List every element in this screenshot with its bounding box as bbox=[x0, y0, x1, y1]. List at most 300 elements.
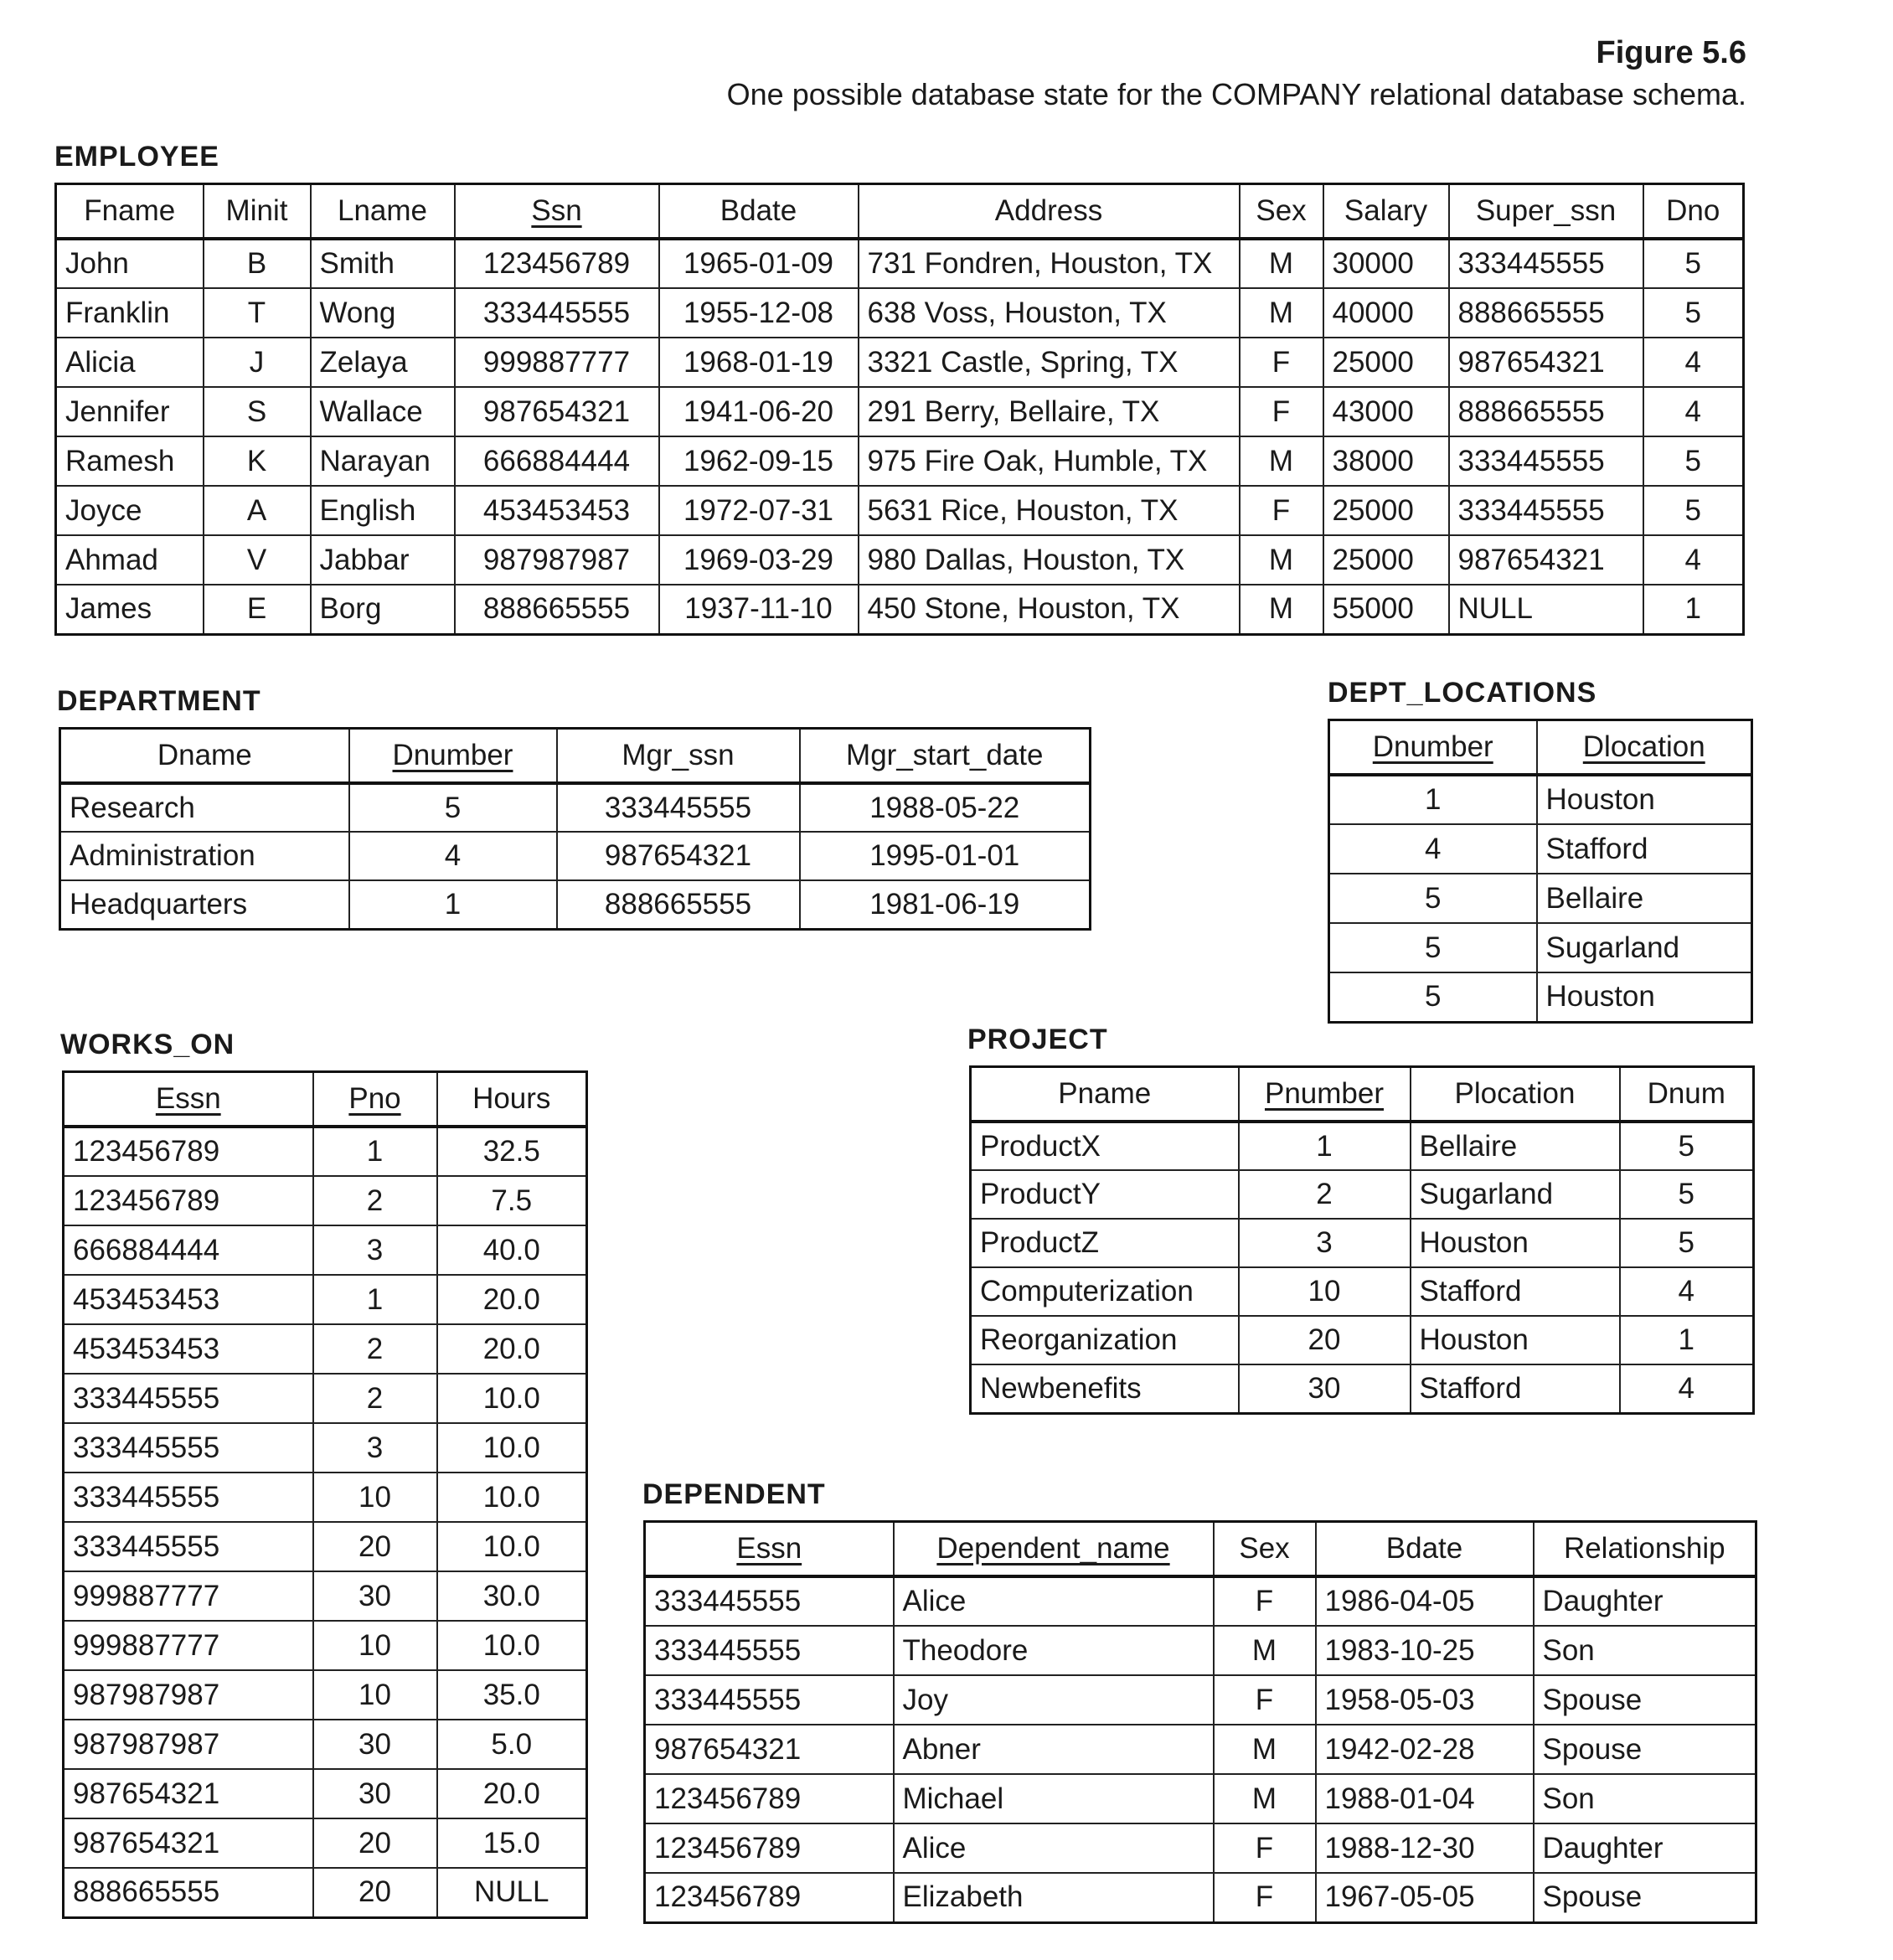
project-cell-plocation: Stafford bbox=[1411, 1364, 1620, 1413]
works-on-cell-pno: 30 bbox=[313, 1769, 437, 1818]
table-row bbox=[645, 1873, 1756, 1922]
works-on-cell-essn: 123456789 bbox=[64, 1176, 313, 1225]
project-cell-pname: ProductZ bbox=[971, 1219, 1239, 1267]
works-on-col-essn bbox=[64, 1072, 313, 1127]
project-col-label: Dnum bbox=[1647, 1077, 1725, 1110]
dept-locations-cell-dlocation: Stafford bbox=[1537, 824, 1752, 874]
works-on-cell-pno: 3 bbox=[313, 1423, 437, 1473]
employee-cell-sex: M bbox=[1240, 436, 1323, 486]
works-on-cell-pno: 2 bbox=[313, 1176, 437, 1225]
works-on-cell-pno: 20 bbox=[313, 1868, 437, 1917]
employee-cell-super-ssn: 333445555 bbox=[1449, 436, 1643, 486]
project-cell-plocation: Houston bbox=[1411, 1316, 1620, 1364]
project-cell-dnum: 5 bbox=[1620, 1219, 1754, 1267]
employee-cell-ssn: 999887777 bbox=[455, 338, 659, 387]
dependent-cell-dependent-name: Abner bbox=[894, 1725, 1214, 1774]
table-row bbox=[645, 1576, 1756, 1626]
employee-cell-dno: 5 bbox=[1643, 288, 1744, 338]
employee-cell-bdate: 1972-07-31 bbox=[659, 486, 859, 535]
table-row bbox=[64, 1571, 587, 1621]
dependent-label: DEPENDENT bbox=[642, 1478, 826, 1510]
department-cell-dnumber: 4 bbox=[349, 832, 557, 880]
employee-cell-dno: 1 bbox=[1643, 585, 1744, 634]
department-cell-dname: Headquarters bbox=[60, 880, 349, 929]
table-row bbox=[1329, 874, 1752, 923]
department-cell-dnumber: 1 bbox=[349, 880, 557, 929]
employee-col-ssn bbox=[455, 184, 659, 240]
project-cell-pnumber: 30 bbox=[1239, 1364, 1411, 1413]
works-on-cell-pno: 30 bbox=[313, 1720, 437, 1769]
works-on-cell-pno: 2 bbox=[313, 1374, 437, 1423]
works-on-table bbox=[62, 1070, 588, 1919]
employee-col-address bbox=[859, 184, 1240, 240]
dependent-cell-sex: M bbox=[1214, 1774, 1316, 1823]
department-cell-dnumber: 5 bbox=[349, 783, 557, 832]
project-cell-pname: Computerization bbox=[971, 1267, 1239, 1316]
employee-cell-lname: Wallace bbox=[311, 387, 455, 436]
employee-cell-salary: 30000 bbox=[1323, 239, 1449, 288]
employee-col-fname bbox=[56, 184, 204, 240]
employee-cell-salary: 25000 bbox=[1323, 486, 1449, 535]
dependent-cell-sex: M bbox=[1214, 1626, 1316, 1675]
dependent-cell-essn: 123456789 bbox=[645, 1823, 894, 1873]
dependent-cell-dependent-name: Joy bbox=[894, 1675, 1214, 1725]
works-on-cell-hours: NULL bbox=[437, 1868, 587, 1917]
project-cell-plocation: Houston bbox=[1411, 1219, 1620, 1267]
table-row bbox=[64, 1473, 587, 1522]
dependent-cell-relationship: Spouse bbox=[1534, 1725, 1756, 1774]
works-on-cell-pno: 30 bbox=[313, 1571, 437, 1621]
works-on-cell-hours: 7.5 bbox=[437, 1176, 587, 1225]
table-row bbox=[1329, 923, 1752, 972]
table-row bbox=[56, 486, 1744, 535]
department-cell-mgr-ssn: 987654321 bbox=[557, 832, 800, 880]
project-cell-pname: Newbenefits bbox=[971, 1364, 1239, 1413]
employee-cell-fname: Franklin bbox=[56, 288, 204, 338]
works-on-cell-essn: 333445555 bbox=[64, 1473, 313, 1522]
dependent-cell-essn: 333445555 bbox=[645, 1576, 894, 1626]
employee-col-label: Minit bbox=[225, 194, 288, 227]
works-on-cell-hours: 20.0 bbox=[437, 1769, 587, 1818]
dept-locations-cell-dlocation: Bellaire bbox=[1537, 874, 1752, 923]
project-col-pname bbox=[971, 1067, 1239, 1122]
works-on-cell-hours: 10.0 bbox=[437, 1522, 587, 1571]
project-cell-dnum: 5 bbox=[1620, 1122, 1754, 1170]
employee-cell-sex: F bbox=[1240, 338, 1323, 387]
table-row bbox=[1329, 775, 1752, 824]
employee-cell-ssn: 333445555 bbox=[455, 288, 659, 338]
employee-cell-address: 5631 Rice, Houston, TX bbox=[859, 486, 1240, 535]
department-table bbox=[59, 727, 1091, 931]
employee-col-sex bbox=[1240, 184, 1323, 240]
works-on-cell-hours: 10.0 bbox=[437, 1374, 587, 1423]
employee-col-label: Bdate bbox=[720, 194, 797, 227]
dependent-cell-relationship: Son bbox=[1534, 1626, 1756, 1675]
dept-locations-cell-dnumber: 5 bbox=[1329, 874, 1537, 923]
works-on-label: WORKS_ON bbox=[60, 1029, 235, 1060]
employee-cell-fname: James bbox=[56, 585, 204, 634]
works-on-cell-essn: 999887777 bbox=[64, 1621, 313, 1670]
table-row bbox=[645, 1823, 1756, 1873]
table-row bbox=[64, 1225, 587, 1275]
dependent-col-sex bbox=[1214, 1522, 1316, 1577]
employee-cell-address: 450 Stone, Houston, TX bbox=[859, 585, 1240, 634]
project-col-label: Pnumber bbox=[1264, 1077, 1385, 1110]
employee-cell-minit: K bbox=[204, 436, 311, 486]
employee-col-dno bbox=[1643, 184, 1744, 240]
dependent-header-row bbox=[645, 1522, 1756, 1577]
employee-cell-sex: F bbox=[1240, 486, 1323, 535]
employee-cell-address: 638 Voss, Houston, TX bbox=[859, 288, 1240, 338]
table-row bbox=[56, 535, 1744, 585]
project-table bbox=[969, 1065, 1755, 1415]
project-header-row bbox=[971, 1067, 1754, 1122]
employee-cell-ssn: 987654321 bbox=[455, 387, 659, 436]
employee-cell-bdate: 1969-03-29 bbox=[659, 535, 859, 585]
employee-header-row bbox=[56, 184, 1744, 240]
employee-col-label: Ssn bbox=[531, 194, 582, 227]
works-on-cell-essn: 453453453 bbox=[64, 1324, 313, 1374]
table-row bbox=[971, 1170, 1754, 1219]
department-cell-mgr-start-date: 1988-05-22 bbox=[800, 783, 1091, 832]
works-on-cell-pno: 3 bbox=[313, 1225, 437, 1275]
employee-cell-minit: V bbox=[204, 535, 311, 585]
employee-cell-salary: 40000 bbox=[1323, 288, 1449, 338]
employee-table bbox=[54, 183, 1745, 636]
employee-cell-minit: B bbox=[204, 239, 311, 288]
employee-cell-bdate: 1965-01-09 bbox=[659, 239, 859, 288]
table-row bbox=[56, 585, 1744, 634]
table-row bbox=[64, 1176, 587, 1225]
table-row bbox=[64, 1769, 587, 1818]
employee-col-label: Sex bbox=[1256, 194, 1307, 227]
employee-col-label: Lname bbox=[337, 194, 428, 227]
employee-cell-bdate: 1955-12-08 bbox=[659, 288, 859, 338]
department-col-mgr-ssn bbox=[557, 729, 800, 784]
employee-cell-lname: Narayan bbox=[311, 436, 455, 486]
employee-cell-fname: Ramesh bbox=[56, 436, 204, 486]
dependent-cell-essn: 987654321 bbox=[645, 1725, 894, 1774]
project-cell-pnumber: 3 bbox=[1239, 1219, 1411, 1267]
table-row bbox=[645, 1725, 1756, 1774]
employee-cell-super-ssn: 987654321 bbox=[1449, 535, 1643, 585]
table-row bbox=[64, 1324, 587, 1374]
dependent-cell-relationship: Spouse bbox=[1534, 1675, 1756, 1725]
project-cell-dnum: 4 bbox=[1620, 1267, 1754, 1316]
project-cell-pnumber: 1 bbox=[1239, 1122, 1411, 1170]
table-row bbox=[64, 1818, 587, 1868]
employee-cell-sex: M bbox=[1240, 239, 1323, 288]
dept-locations-cell-dlocation: Houston bbox=[1537, 775, 1752, 824]
project-cell-dnum: 4 bbox=[1620, 1364, 1754, 1413]
employee-cell-ssn: 888665555 bbox=[455, 585, 659, 634]
table-row bbox=[64, 1127, 587, 1176]
table-row bbox=[64, 1670, 587, 1720]
dept-locations-table bbox=[1328, 719, 1753, 1024]
works-on-cell-essn: 888665555 bbox=[64, 1868, 313, 1917]
works-on-cell-essn: 987654321 bbox=[64, 1769, 313, 1818]
employee-cell-fname: Ahmad bbox=[56, 535, 204, 585]
employee-cell-salary: 55000 bbox=[1323, 585, 1449, 634]
employee-cell-sex: M bbox=[1240, 585, 1323, 634]
works-on-col-label: Essn bbox=[155, 1082, 221, 1115]
dependent-col-bdate bbox=[1316, 1522, 1534, 1577]
table-row bbox=[60, 832, 1091, 880]
dependent-cell-dependent-name: Michael bbox=[894, 1774, 1214, 1823]
dependent-cell-bdate: 1967-05-05 bbox=[1316, 1873, 1534, 1922]
figure-number: Figure 5.6 bbox=[1596, 35, 1746, 70]
figure-caption: One possible database state for the COMPANY relational database schema. bbox=[726, 77, 1746, 111]
employee-cell-lname: Borg bbox=[311, 585, 455, 634]
employee-cell-sex: M bbox=[1240, 535, 1323, 585]
table-row bbox=[64, 1423, 587, 1473]
works-on-cell-essn: 123456789 bbox=[64, 1127, 313, 1176]
works-on-cell-pno: 1 bbox=[313, 1275, 437, 1324]
dependent-cell-bdate: 1983-10-25 bbox=[1316, 1626, 1534, 1675]
table-row bbox=[1329, 972, 1752, 1022]
works-on-cell-essn: 999887777 bbox=[64, 1571, 313, 1621]
employee-cell-address: 980 Dallas, Houston, TX bbox=[859, 535, 1240, 585]
employee-cell-address: 3321 Castle, Spring, TX bbox=[859, 338, 1240, 387]
table-row bbox=[64, 1868, 587, 1917]
table-row bbox=[971, 1219, 1754, 1267]
employee-cell-ssn: 666884444 bbox=[455, 436, 659, 486]
department-col-label: Dname bbox=[157, 739, 252, 771]
project-cell-pname: ProductX bbox=[971, 1122, 1239, 1170]
dependent-cell-bdate: 1942-02-28 bbox=[1316, 1725, 1534, 1774]
works-on-cell-hours: 40.0 bbox=[437, 1225, 587, 1275]
project-cell-plocation: Stafford bbox=[1411, 1267, 1620, 1316]
employee-cell-minit: E bbox=[204, 585, 311, 634]
works-on-col-pno bbox=[313, 1072, 437, 1127]
works-on-cell-essn: 987987987 bbox=[64, 1720, 313, 1769]
employee-cell-address: 291 Berry, Bellaire, TX bbox=[859, 387, 1240, 436]
works-on-col-label: Pno bbox=[348, 1082, 401, 1115]
works-on-cell-essn: 987987987 bbox=[64, 1670, 313, 1720]
employee-cell-salary: 25000 bbox=[1323, 338, 1449, 387]
table-row bbox=[971, 1364, 1754, 1413]
employee-cell-ssn: 453453453 bbox=[455, 486, 659, 535]
employee-cell-super-ssn: 333445555 bbox=[1449, 486, 1643, 535]
works-on-col-hours bbox=[437, 1072, 587, 1127]
table-row bbox=[64, 1374, 587, 1423]
works-on-cell-hours: 32.5 bbox=[437, 1127, 587, 1176]
employee-cell-lname: Jabbar bbox=[311, 535, 455, 585]
employee-cell-fname: Joyce bbox=[56, 486, 204, 535]
dept-locations-cell-dlocation: Houston bbox=[1537, 972, 1752, 1022]
dependent-cell-dependent-name: Alice bbox=[894, 1823, 1214, 1873]
department-cell-mgr-start-date: 1981-06-19 bbox=[800, 880, 1091, 929]
table-row bbox=[645, 1675, 1756, 1725]
employee-cell-dno: 5 bbox=[1643, 486, 1744, 535]
department-col-label: Mgr_ssn bbox=[622, 739, 735, 771]
dependent-cell-essn: 333445555 bbox=[645, 1675, 894, 1725]
dependent-cell-relationship: Daughter bbox=[1534, 1576, 1756, 1626]
dept-locations-col-label: Dnumber bbox=[1372, 730, 1493, 763]
department-col-label: Mgr_start_date bbox=[846, 739, 1044, 771]
employee-cell-bdate: 1941-06-20 bbox=[659, 387, 859, 436]
dependent-cell-dependent-name: Elizabeth bbox=[894, 1873, 1214, 1922]
employee-cell-fname: Alicia bbox=[56, 338, 204, 387]
employee-cell-minit: T bbox=[204, 288, 311, 338]
employee-col-label: Salary bbox=[1344, 194, 1428, 227]
department-cell-dname: Administration bbox=[60, 832, 349, 880]
project-cell-pnumber: 10 bbox=[1239, 1267, 1411, 1316]
table-row bbox=[1329, 824, 1752, 874]
project-cell-pnumber: 2 bbox=[1239, 1170, 1411, 1219]
employee-cell-dno: 4 bbox=[1643, 387, 1744, 436]
department-cell-dname: Research bbox=[60, 783, 349, 832]
project-cell-plocation: Bellaire bbox=[1411, 1122, 1620, 1170]
dependent-col-label: Relationship bbox=[1563, 1532, 1725, 1565]
department-label: DEPARTMENT bbox=[57, 685, 261, 717]
table-row bbox=[971, 1122, 1754, 1170]
employee-cell-bdate: 1937-11-10 bbox=[659, 585, 859, 634]
dependent-cell-relationship: Daughter bbox=[1534, 1823, 1756, 1873]
employee-col-label: Super_ssn bbox=[1475, 194, 1617, 227]
table-row bbox=[645, 1626, 1756, 1675]
project-col-label: Plocation bbox=[1454, 1077, 1576, 1110]
table-row bbox=[56, 338, 1744, 387]
project-label: PROJECT bbox=[967, 1024, 1108, 1055]
department-header-row bbox=[60, 729, 1091, 784]
table-row bbox=[64, 1522, 587, 1571]
table-row bbox=[64, 1720, 587, 1769]
employee-col-salary bbox=[1323, 184, 1449, 240]
works-on-cell-essn: 666884444 bbox=[64, 1225, 313, 1275]
department-cell-mgr-ssn: 888665555 bbox=[557, 880, 800, 929]
works-on-cell-hours: 20.0 bbox=[437, 1275, 587, 1324]
works-on-header-row bbox=[64, 1072, 587, 1127]
dependent-cell-relationship: Son bbox=[1534, 1774, 1756, 1823]
works-on-cell-pno: 1 bbox=[313, 1127, 437, 1176]
dependent-cell-dependent-name: Alice bbox=[894, 1576, 1214, 1626]
dependent-col-essn bbox=[645, 1522, 894, 1577]
dependent-cell-bdate: 1988-01-04 bbox=[1316, 1774, 1534, 1823]
dept-locations-col-dlocation bbox=[1537, 720, 1752, 776]
table-row bbox=[56, 387, 1744, 436]
project-col-dnum bbox=[1620, 1067, 1754, 1122]
employee-cell-salary: 25000 bbox=[1323, 535, 1449, 585]
dependent-col-label: Dependent_name bbox=[936, 1532, 1170, 1565]
table-row bbox=[56, 288, 1744, 338]
employee-cell-fname: John bbox=[56, 239, 204, 288]
employee-cell-bdate: 1962-09-15 bbox=[659, 436, 859, 486]
dept-locations-col-dnumber bbox=[1329, 720, 1537, 776]
dependent-cell-sex: F bbox=[1214, 1576, 1316, 1626]
dependent-col-label: Sex bbox=[1239, 1532, 1290, 1565]
dept-locations-label: DEPT_LOCATIONS bbox=[1328, 677, 1597, 709]
project-col-plocation bbox=[1411, 1067, 1620, 1122]
dependent-table bbox=[643, 1520, 1757, 1924]
works-on-cell-hours: 5.0 bbox=[437, 1720, 587, 1769]
table-row bbox=[60, 880, 1091, 929]
employee-col-label: Address bbox=[994, 194, 1103, 227]
employee-cell-ssn: 123456789 bbox=[455, 239, 659, 288]
dependent-cell-bdate: 1988-12-30 bbox=[1316, 1823, 1534, 1873]
dependent-cell-sex: M bbox=[1214, 1725, 1316, 1774]
dept-locations-cell-dlocation: Sugarland bbox=[1537, 923, 1752, 972]
employee-cell-salary: 43000 bbox=[1323, 387, 1449, 436]
employee-cell-super-ssn: 888665555 bbox=[1449, 288, 1643, 338]
works-on-cell-hours: 10.0 bbox=[437, 1423, 587, 1473]
employee-label: EMPLOYEE bbox=[54, 141, 219, 173]
department-cell-mgr-ssn: 333445555 bbox=[557, 783, 800, 832]
works-on-cell-essn: 453453453 bbox=[64, 1275, 313, 1324]
employee-cell-bdate: 1968-01-19 bbox=[659, 338, 859, 387]
works-on-cell-hours: 15.0 bbox=[437, 1818, 587, 1868]
employee-col-label: Fname bbox=[84, 194, 176, 227]
works-on-cell-pno: 10 bbox=[313, 1621, 437, 1670]
employee-cell-super-ssn: 333445555 bbox=[1449, 239, 1643, 288]
works-on-cell-hours: 30.0 bbox=[437, 1571, 587, 1621]
table-row bbox=[971, 1316, 1754, 1364]
dependent-col-label: Bdate bbox=[1385, 1532, 1463, 1565]
employee-col-super-ssn bbox=[1449, 184, 1643, 240]
employee-cell-address: 975 Fire Oak, Humble, TX bbox=[859, 436, 1240, 486]
works-on-cell-pno: 10 bbox=[313, 1473, 437, 1522]
project-cell-dnum: 1 bbox=[1620, 1316, 1754, 1364]
dependent-col-label: Essn bbox=[736, 1532, 802, 1565]
employee-cell-sex: F bbox=[1240, 387, 1323, 436]
employee-cell-dno: 4 bbox=[1643, 535, 1744, 585]
dependent-cell-bdate: 1986-04-05 bbox=[1316, 1576, 1534, 1626]
employee-col-bdate bbox=[659, 184, 859, 240]
employee-cell-lname: Smith bbox=[311, 239, 455, 288]
dependent-cell-relationship: Spouse bbox=[1534, 1873, 1756, 1922]
dependent-cell-essn: 123456789 bbox=[645, 1873, 894, 1922]
department-col-mgr-start-date bbox=[800, 729, 1091, 784]
works-on-cell-essn: 333445555 bbox=[64, 1374, 313, 1423]
dependent-cell-bdate: 1958-05-03 bbox=[1316, 1675, 1534, 1725]
table-row bbox=[64, 1621, 587, 1670]
table-row bbox=[56, 436, 1744, 486]
works-on-cell-essn: 333445555 bbox=[64, 1423, 313, 1473]
works-on-cell-essn: 987654321 bbox=[64, 1818, 313, 1868]
project-cell-pname: ProductY bbox=[971, 1170, 1239, 1219]
works-on-cell-hours: 10.0 bbox=[437, 1621, 587, 1670]
employee-cell-fname: Jennifer bbox=[56, 387, 204, 436]
project-cell-plocation: Sugarland bbox=[1411, 1170, 1620, 1219]
works-on-cell-hours: 20.0 bbox=[437, 1324, 587, 1374]
table-row bbox=[64, 1275, 587, 1324]
works-on-cell-hours: 10.0 bbox=[437, 1473, 587, 1522]
employee-col-minit bbox=[204, 184, 311, 240]
dept-locations-cell-dnumber: 5 bbox=[1329, 972, 1537, 1022]
project-col-label: Pname bbox=[1058, 1077, 1152, 1110]
dept-locations-header-row bbox=[1329, 720, 1752, 776]
employee-col-label: Dno bbox=[1666, 194, 1720, 227]
dependent-cell-essn: 123456789 bbox=[645, 1774, 894, 1823]
project-cell-pnumber: 20 bbox=[1239, 1316, 1411, 1364]
table-row bbox=[60, 783, 1091, 832]
works-on-cell-hours: 35.0 bbox=[437, 1670, 587, 1720]
dependent-cell-dependent-name: Theodore bbox=[894, 1626, 1214, 1675]
dependent-col-relationship bbox=[1534, 1522, 1756, 1577]
dependent-cell-sex: F bbox=[1214, 1675, 1316, 1725]
dependent-col-dependent-name bbox=[894, 1522, 1214, 1577]
department-cell-mgr-start-date: 1995-01-01 bbox=[800, 832, 1091, 880]
employee-cell-lname: English bbox=[311, 486, 455, 535]
works-on-cell-pno: 20 bbox=[313, 1818, 437, 1868]
dept-locations-cell-dnumber: 5 bbox=[1329, 923, 1537, 972]
employee-cell-address: 731 Fondren, Houston, TX bbox=[859, 239, 1240, 288]
dependent-cell-sex: F bbox=[1214, 1873, 1316, 1922]
table-row bbox=[645, 1774, 1756, 1823]
dependent-cell-essn: 333445555 bbox=[645, 1626, 894, 1675]
works-on-cell-essn: 333445555 bbox=[64, 1522, 313, 1571]
department-col-dnumber bbox=[349, 729, 557, 784]
